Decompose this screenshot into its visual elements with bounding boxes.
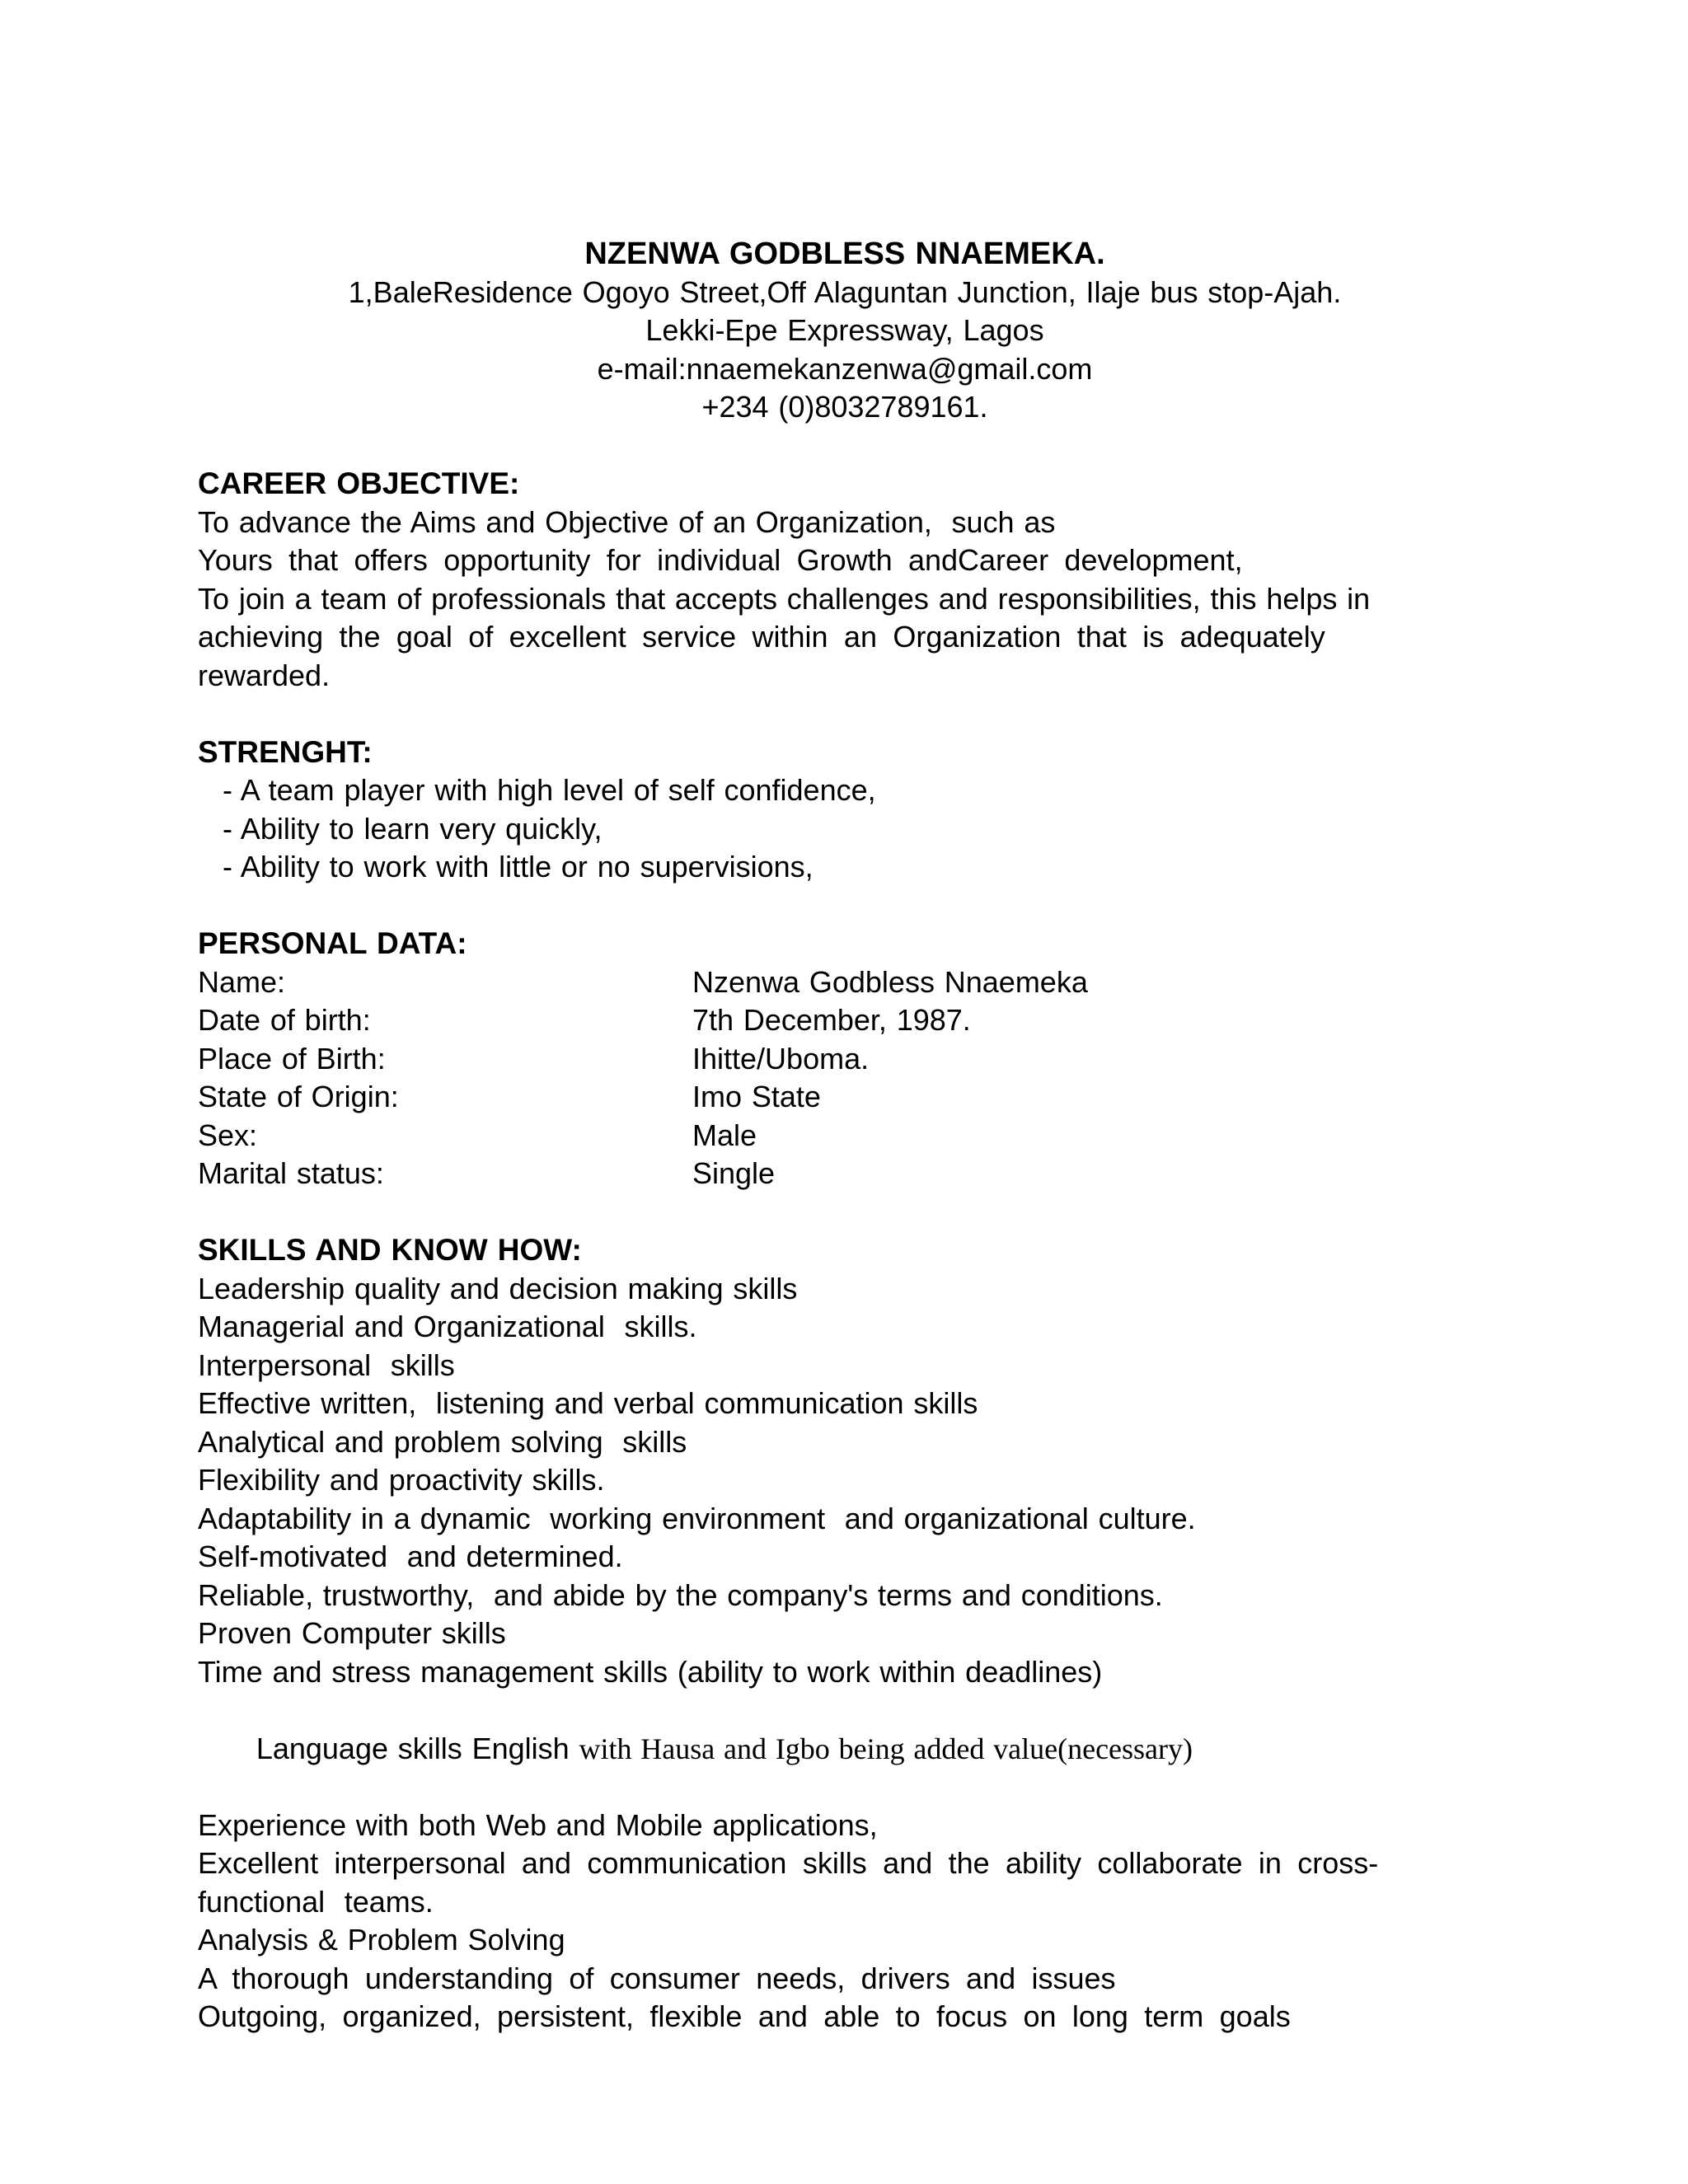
personal-data-label: State of Origin:	[198, 1080, 399, 1113]
skills-line: Analytical and problem solving skills	[198, 1424, 687, 1459]
skills-line: Interpersonal skills	[198, 1347, 455, 1382]
strength-heading: STRENGHT:	[198, 734, 373, 769]
resume-header	[198, 235, 1492, 427]
skills-line: Self-motivated and determined.	[198, 1540, 623, 1573]
personal-data-row	[198, 1040, 1492, 1079]
skills-line: Flexibility and proactivity skills.	[198, 1463, 605, 1497]
skills-line: A thorough understanding of consumer needs, drivers and issues	[198, 1961, 1116, 1995]
phone-number: +234 (0)8032789161.	[701, 390, 988, 424]
career-objective-line: achieving the goal of excellent service within an Organization that is adequately	[198, 620, 1325, 654]
personal-data-value: Imo State	[692, 1080, 821, 1113]
personal-data-label: Name:	[198, 964, 286, 999]
skills-line: Excellent interpersonal and communication skills and the ability collaborate in cross-	[198, 1846, 1379, 1880]
full-name: NZENWA GODBLESS NNAEMEKA.	[584, 237, 1105, 271]
career-objective-line: To join a team of professionals that accepts challenges and responsibilities, this helps in	[198, 581, 1371, 616]
skills-line: functional teams.	[198, 1884, 434, 1919]
skills-line: Leadership quality and decision making skills	[198, 1271, 798, 1305]
skills-line: Experience with both Web and Mobile applications,	[198, 1807, 878, 1842]
strength-item: - Ability to learn very quickly,	[223, 811, 603, 846]
skills-line: Managerial and Organizational skills.	[198, 1310, 697, 1343]
skills-line: Effective written, listening and verbal communication skills	[198, 1386, 978, 1420]
personal-data-label: Place of Birth:	[198, 1041, 386, 1076]
personal-data-value: Single	[692, 1156, 776, 1190]
personal-data-row	[198, 1001, 1492, 1040]
personal-data-label: Date of birth:	[198, 1003, 371, 1037]
career-objective-line: To advance the Aims and Objective of an Organization, such as	[198, 504, 1056, 539]
career-objective-section	[198, 465, 1492, 695]
address-line-1: 1,BaleResidence Ogoyo Street,Off Alaguntan Junction, Ilaje bus stop-Ajah.	[348, 274, 1342, 309]
career-objective-heading: CAREER OBJECTIVE:	[198, 466, 520, 500]
personal-data-row	[198, 1078, 1492, 1117]
personal-data-label: Sex:	[198, 1118, 258, 1152]
personal-data-value: Male	[692, 1118, 757, 1152]
skills-line: Reliable, trustworthy, and abide by the company's terms and conditions.	[198, 1577, 1163, 1612]
personal-data-label: Marital status:	[198, 1156, 384, 1190]
career-objective-line: Yours that offers opportunity for individual Growth andCareer development,	[198, 543, 1243, 577]
personal-data-section	[198, 925, 1492, 1193]
skills-heading: SKILLS AND KNOW HOW:	[198, 1233, 582, 1267]
skills-section	[198, 1231, 1492, 2036]
skills-line: Outgoing, organized, persistent, flexible and able to focus on long term goals	[198, 1999, 1291, 2033]
language-skills-line	[198, 1691, 1492, 1807]
strength-item: - A team player with high level of self confidence,	[223, 773, 876, 807]
personal-data-value: 7th December, 1987.	[692, 1003, 971, 1037]
personal-data-heading: PERSONAL DATA:	[198, 926, 467, 960]
email-text: e-mail:nnaemekanzenwa@gmail.com	[597, 351, 1093, 386]
strength-section	[198, 733, 1492, 887]
skills-line: Adaptability in a dynamic working environment and organizational culture.	[198, 1501, 1196, 1535]
personal-data-value: Nzenwa Godbless Nnaemeka	[692, 964, 1088, 999]
skills-line: Analysis & Problem Solving	[198, 1923, 565, 1957]
strength-item: - Ability to work with little or no supervisions,	[223, 850, 814, 883]
personal-data-row	[198, 963, 1492, 1002]
address-line-2: Lekki-Epe Expressway, Lagos	[645, 313, 1044, 347]
language-skills-serif-part: with Hausa and Igbo being added value(necessary)	[579, 1732, 1193, 1765]
personal-data-row	[198, 1155, 1492, 1193]
personal-data-row	[198, 1117, 1492, 1155]
language-skills-sans-part: Language skills English	[256, 1731, 579, 1765]
career-objective-line: rewarded.	[198, 658, 331, 692]
personal-data-value: Ihitte/Uboma.	[692, 1041, 870, 1076]
skills-line: Proven Computer skills	[198, 1616, 506, 1650]
skills-line: Time and stress management skills (ability to work within deadlines)	[198, 1654, 1103, 1689]
